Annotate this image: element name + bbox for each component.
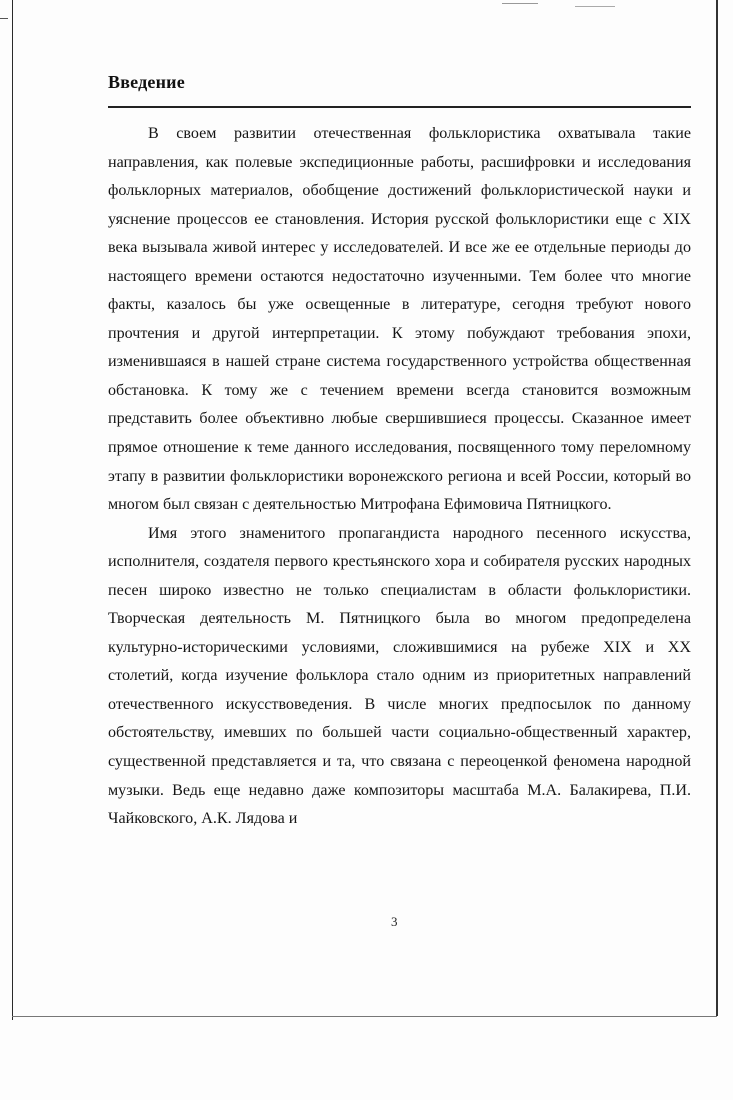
paragraph: В своем развитии отечественная фольклористика охватывала такие направления, как полевые экспедиционные работы, расшифровки и исследования фольклорных материалов, обобщение достижений фольклористической науки и уяснение процессов ее становления. История русской фольклористики еще с XIX века вызывала живой интерес у исследователей. И все же ее отдельные периоды до настоящего времени остаются недостаточно изученными. Тем более что многие факты, казалось бы уже освещенные в литературе, сегодня требуют нового прочтения и другой интерпретации. К этому побуждают требования эпохи, изменившаяся в нашей стране система государственного устройства общественная обстановка. К тому же с течением времени всегда становится возможным представить более объективно любые свершившиеся процессы. Сказанное имеет прямое отношение к теме данного исследования, посвященного тому переломному этапу в развитии фольклористики воронежского региона и всей России, который во многом был связан с деятельностью Митрофана Ефимовича Пятницкого. [108, 125, 691, 514]
scan-edge-top-mark [575, 6, 615, 7]
scan-edge-bottom [12, 1016, 717, 1017]
scan-edge-right [716, 0, 718, 1016]
scan-edge-left [12, 0, 13, 1020]
section-heading: Введение [108, 72, 185, 92]
heading-rule [108, 106, 691, 108]
page-number: 3 [391, 914, 398, 929]
body-text [108, 120, 691, 834]
scan-edge-mark [0, 18, 8, 19]
paragraph: Имя этого знаменитого пропагандиста народного песенного искусства, исполнителя, создателя первого крестьянского хора и собирателя русских народных песен широко известно не только специалистам в области фольклористики. Творческая деятельность М. Пятницкого была во многом предопределена культурно-историческими условиями, сложившимися на рубеже XIX и XX столетий, когда изучение фольклора стало одним из приоритетных направлений отечественного искусствоведения. В числе многих предпосылок по данному обстоятельству, имевших по большей части социально-общественный характер, существенной представляется и та, что связана с переоценкой феномена народной музыки. Ведь еще недавно даже композиторы масштаба М.А. Балакирева, П.И. Чайковского, А.К. Лядова и [108, 524, 691, 828]
scan-edge-top-mark [502, 3, 538, 4]
